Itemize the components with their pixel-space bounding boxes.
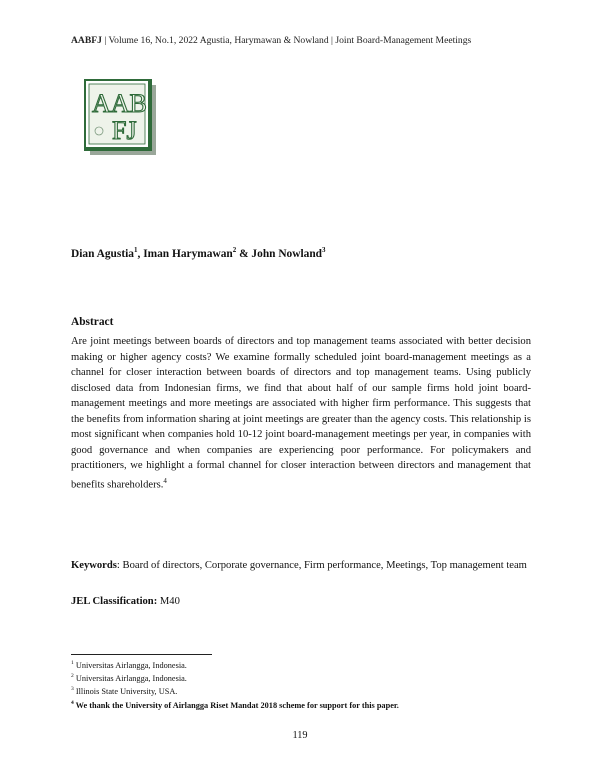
keywords bbox=[71, 558, 531, 574]
author-name: Iman Harymawan bbox=[143, 247, 233, 260]
footnote-text: Illinois State University, USA. bbox=[73, 687, 178, 697]
footnote-text: Universitas Airlangga, Indonesia. bbox=[73, 660, 187, 670]
author-line bbox=[71, 246, 326, 260]
footnote bbox=[71, 658, 531, 671]
author-mark: 2 bbox=[232, 246, 237, 254]
keywords-label: Keywords bbox=[71, 560, 117, 571]
footnote-text: We thank the University of Airlangga Riset Mandat 2018 scheme for support for this paper. bbox=[73, 700, 399, 710]
footnote-rule bbox=[71, 654, 212, 655]
running-head bbox=[71, 35, 471, 46]
footnote-mark: 4 bbox=[71, 699, 74, 706]
author-name: Dian Agustia bbox=[71, 247, 134, 260]
journal-abbrev: AABFJ bbox=[71, 35, 102, 46]
author-separator: & bbox=[236, 247, 252, 260]
author-separator: , bbox=[137, 247, 144, 260]
author-mark: 1 bbox=[133, 246, 138, 254]
footnote bbox=[71, 684, 531, 697]
running-head-details: | Volume 16, No.1, 2022 Agustia, Harymawan & Nowland | Joint Board-Management Meetings bbox=[101, 35, 472, 46]
abstract-note-mark: 4 bbox=[163, 476, 167, 485]
footnotes bbox=[71, 658, 531, 711]
keywords-text: : Board of directors, Corporate governance, Firm performance, Meetings, Top management team bbox=[116, 560, 527, 571]
footnote-mark: 1 bbox=[71, 660, 74, 666]
author-mark: 3 bbox=[322, 246, 326, 254]
logo-letters-top: AAB bbox=[92, 89, 147, 118]
footnote-acknowledgement bbox=[71, 698, 531, 711]
abstract-body bbox=[71, 334, 531, 493]
footnote-text: Universitas Airlangga, Indonesia. bbox=[73, 673, 187, 683]
jel-label: JEL Classification: bbox=[71, 596, 158, 607]
journal-logo bbox=[84, 79, 156, 155]
jel-classification bbox=[71, 596, 180, 607]
footnote-mark: 3 bbox=[71, 686, 74, 693]
page-number: 119 bbox=[292, 730, 308, 741]
logo-letters-bottom: FJ bbox=[112, 116, 137, 145]
author-name: John Nowland bbox=[251, 247, 323, 260]
jel-value: M40 bbox=[157, 596, 180, 607]
footnote bbox=[71, 671, 531, 684]
abstract-heading: Abstract bbox=[71, 316, 114, 328]
abstract-text: Are joint meetings between boards of directors and top management teams associated with better decision making or higher agency costs? We examine formally scheduled joint board-management meetings as a channel for closer interaction between boards of directors and top management teams. Using publicly disclosed data from Indonesian firms, we find that about half of our sample firms hold joint board-management meetings and more meetings are associated with higher firm performance. This suggests that the benefits from information sharing at joint meetings are greater than the agency costs. This relationship is most significant when companies hold 10-12 joint board-management meetings per year, in companies with good governance and when companies are experiencing poor performance. For policymakers and practitioners, we highlight a formal channel for closer interaction between directors and management that benefits shareholders. bbox=[71, 336, 531, 491]
footnote-mark: 2 bbox=[71, 673, 74, 680]
